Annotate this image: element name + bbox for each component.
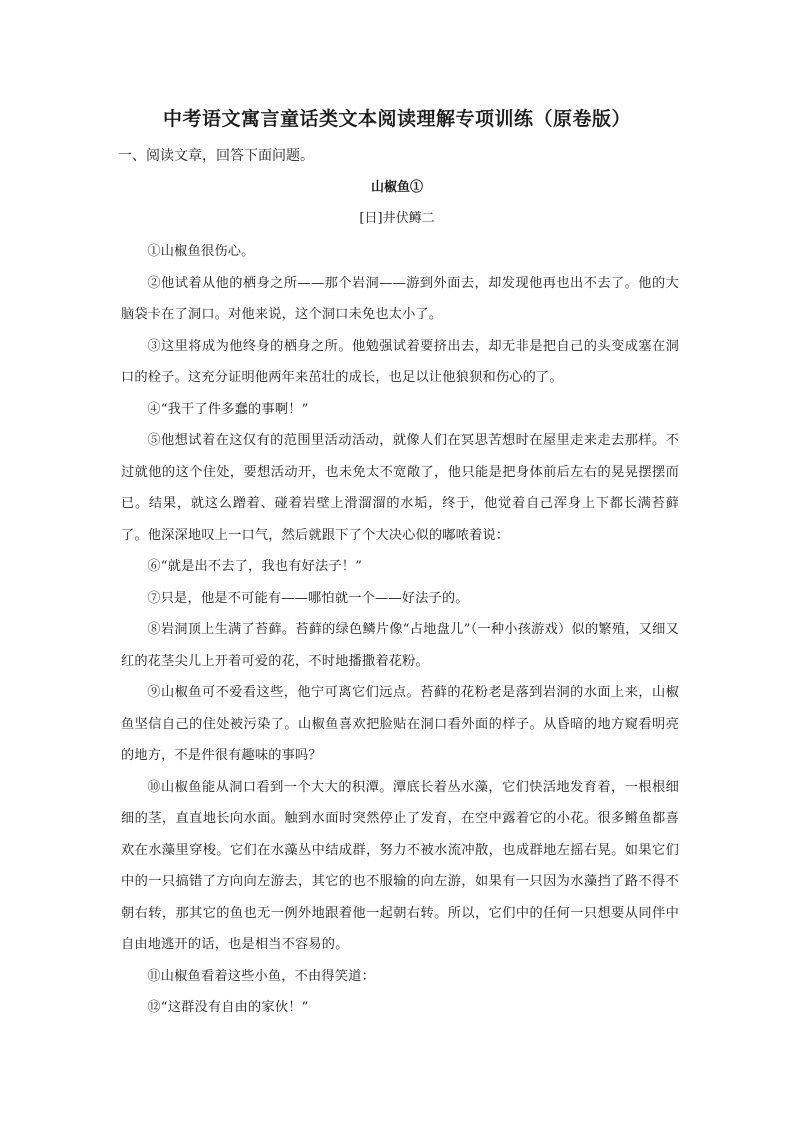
- article-title: 山椒鱼①: [370, 180, 423, 195]
- paragraph-6: ⑥“就是出不去了，我也有好法子！”: [147, 559, 363, 574]
- paragraph-11: ⑪山椒鱼看着这些小鱼，不由得笑道：: [147, 968, 375, 984]
- paragraph-4: ④“我干了件多蠢的事啊！”: [147, 401, 309, 417]
- article-body: [121, 236, 679, 1024]
- article-author: [日]井伏鳟二: [359, 211, 435, 226]
- paragraph-12: ⑫“这群没有自由的家伙！”: [147, 1000, 309, 1015]
- paragraph-5: ⑤他想试着在这仅有的范围里活动活动，就像人们在冥思苦想时在屋里走来走去那样。不过就他的这个住处，要想活动开，也未免太不宽敞了，他只能是把身体前后左右的晃晃摆摆而已。结果，就这么蹭着、碰着岩壁上滑溜溜的水垢，终于，他觉着自己浑身上下都长满苔藓了。他深深地叹上一口气，然后就跟下了个大决心似的嘟哝着说：: [121, 433, 679, 543]
- paragraph-9: ⑨山椒鱼可不爱看这些，他宁可离它们远点。苔藓的花粉老是落到岩洞的水面上来，山椒鱼坚信自己的住处被污染了。山椒鱼喜欢把脸贴在洞口看外面的样子。从昏暗的地方窥看明亮的地方，不是件很有趣味的事吗？: [121, 685, 679, 763]
- paragraph-2: ②他试着从他的栖身之所——那个岩洞——游到外面去，却发现他再也出不去了。他的大脑袋卡在了洞口。对他来说，这个洞口未免也太小了。: [121, 275, 679, 322]
- paragraph-3: ③这里将成为他终身的栖身之所。他勉强试着要挤出去，却无非是把自己的头变成塞在洞口的栓子。这充分证明他两年来茁壮的成长，也足以让他狼狈和伤心的了。: [121, 338, 679, 385]
- question-heading: 一、阅读文章，回答下面问题。: [118, 148, 314, 164]
- paragraph-8: ⑧岩洞顶上生满了苔藓。苔藓的绿色鳞片像“占地盘儿”（一种小孩游戏）似的繁殖，又细又红的花茎尖儿上开着可爱的花，不时地播撒着花粉。: [121, 622, 679, 669]
- paragraph-1: ①山椒鱼很伤心。: [147, 244, 255, 259]
- paragraph-7: ⑦只是，他是不可能有——哪怕就一个——好法子的。: [147, 590, 469, 606]
- document-title: 中考语文寓言童话类文本阅读理解专项训练（原卷版）: [162, 108, 631, 130]
- paragraph-10: ⑩山椒鱼能从洞口看到一个大大的积潭。潭底长着丛水藻，它们快活地发育着，一根根细细的茎，直直地长向水面。触到水面时突然停止了发育，在空中露着它的小花。很多鳉鱼都喜欢在水藻里穿梭。它们在水藻丛中结成群，努力不被水流冲散，也成群地左摇右晃。如果它们中的一只搞错了方向向左游去，其它的也不服输的向左游，如果有一只因为水藻挡了路不得不朝右转，那其它的鱼也无一例外地跟着他一起朝右转。所以，它们中的任何一只想要从同伴中自由地逃开的话，也是相当不容易的。: [121, 779, 679, 952]
